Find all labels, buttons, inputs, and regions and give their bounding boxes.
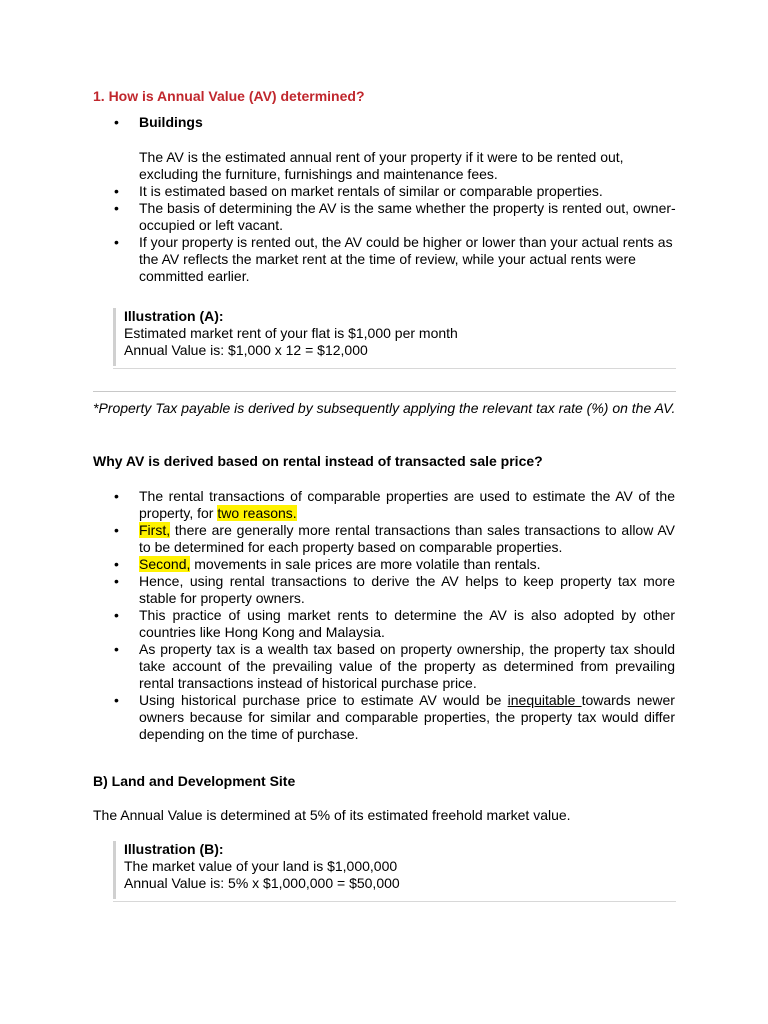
illustration-b-line2: Annual Value is: 5% x $1,000,000 = $50,000 bbox=[124, 875, 400, 891]
buildings-bullets bbox=[93, 149, 683, 285]
illustration-b-divider bbox=[113, 901, 676, 902]
list-item: • The basis of determining the AV is the same whether the property is rented out, owner-occupied or left vacant. bbox=[93, 200, 683, 234]
horizontal-rule bbox=[93, 391, 676, 392]
section-b-text: The Annual Value is determined at 5% of its estimated freehold market value. bbox=[93, 807, 571, 823]
buildings-heading-item bbox=[93, 114, 683, 131]
buildings-intro: The AV is the estimated annual rent of your property if it were to be rented out, excluding the furniture, furnishings and maintenance fees. bbox=[139, 149, 624, 182]
illustration-a-title: Illustration (A): bbox=[124, 308, 224, 324]
underlined-text: inequitable bbox=[507, 692, 582, 708]
highlight: First, bbox=[139, 522, 171, 538]
question-title: 1. How is Annual Value (AV) determined? bbox=[93, 88, 365, 104]
why-heading: Why AV is derived based on rental instead of transacted sale price? bbox=[93, 453, 543, 469]
highlight: two reasons. bbox=[217, 505, 297, 521]
list-item: • Hence, using rental transactions to derive the AV helps to keep property tax more stable for property owners. bbox=[93, 573, 675, 607]
list-item: • If your property is rented out, the AV could be higher or lower than your actual rents as the AV reflects the market rent at the time of review, while your actual rents were committed earlier. bbox=[93, 234, 683, 285]
illustration-b-title: Illustration (B): bbox=[124, 841, 224, 857]
illustration-a-line1: Estimated market rent of your flat is $1,000 per month bbox=[124, 325, 458, 341]
illustration-a-divider bbox=[113, 368, 676, 369]
list-item: • It is estimated based on market rentals of similar or comparable properties. bbox=[93, 183, 683, 200]
buildings-list bbox=[93, 114, 683, 131]
why-bullets bbox=[93, 488, 675, 743]
illustration-b-line1: The market value of your land is $1,000,000 bbox=[124, 858, 398, 874]
list-item: • First, there are generally more rental transactions than sales transactions to allow AV to be determined for each property based on comparable properties. bbox=[93, 522, 675, 556]
list-item: • Second, movements in sale prices are more volatile than rentals. bbox=[93, 556, 675, 573]
highlight: Second, bbox=[139, 556, 191, 572]
list-item: • The rental transactions of comparable properties are used to estimate the AV of the property, for two reasons. bbox=[93, 488, 675, 522]
list-item: • Using historical purchase price to estimate AV would be inequitable towards newer owners because for similar and comparable properties, the property tax would differ depending on the time of purchase. bbox=[93, 692, 675, 743]
list-item: • This practice of using market rents to determine the AV is also adopted by other countries like Hong Kong and Malaysia. bbox=[93, 607, 675, 641]
section-b-heading: B) Land and Development Site bbox=[93, 773, 296, 789]
illustration-a-line2: Annual Value is: $1,000 x 12 = $12,000 bbox=[124, 342, 368, 358]
buildings-heading: Buildings bbox=[139, 114, 203, 130]
property-tax-note: *Property Tax payable is derived by subsequently applying the relevant tax rate (%) on the AV. bbox=[93, 400, 676, 416]
list-item: • As property tax is a wealth tax based on property ownership, the property tax should take account of the prevailing value of the property as determined from prevailing rental transactions instead of historical purchase price. bbox=[93, 641, 675, 692]
illustration-b-box bbox=[113, 841, 679, 899]
illustration-a-box bbox=[113, 308, 679, 366]
